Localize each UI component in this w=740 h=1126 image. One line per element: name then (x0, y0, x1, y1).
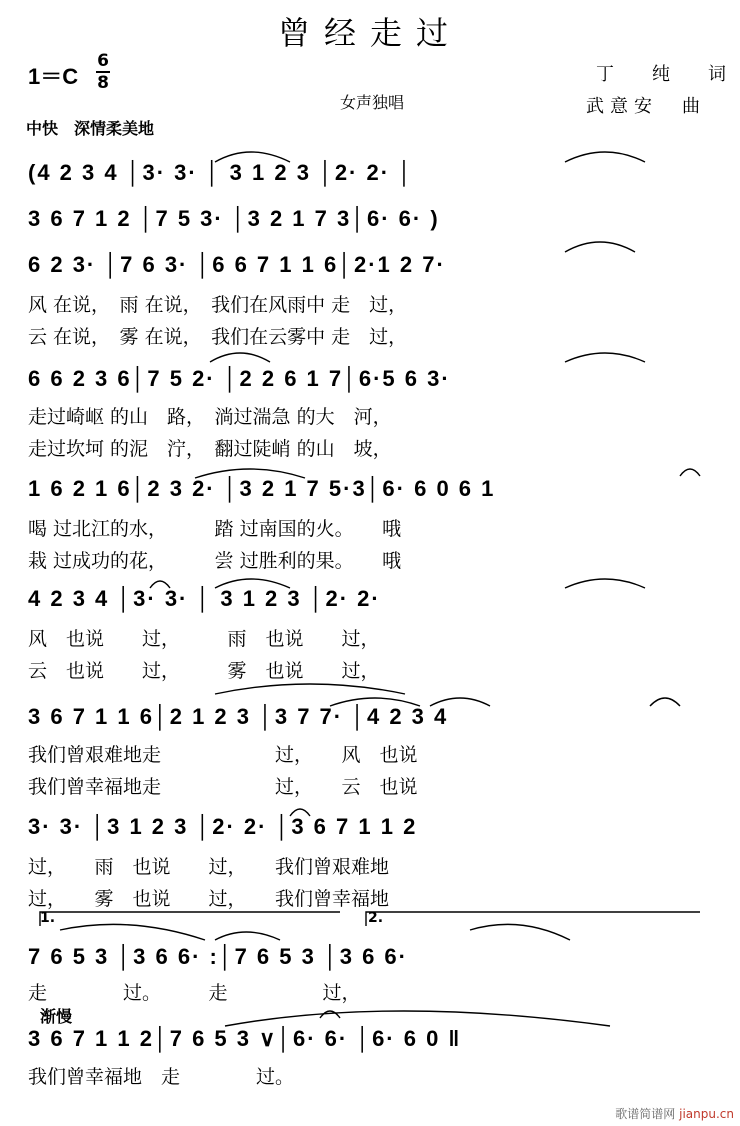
meter-bottom: 8 (97, 73, 109, 93)
lyric-line: 栽 过成功的花， 尝 过胜利的果。 哦 (28, 550, 402, 572)
meter-top: 6 (97, 51, 109, 71)
slur (430, 698, 490, 706)
lyric-line: 云 也说 过， 雾 也说 过， (28, 660, 380, 682)
slur (650, 698, 680, 706)
tempo-marking: 中快 深情柔美地 (26, 119, 155, 138)
lyric-line: 过， 雾 也说 过， 我们曾幸福地 (28, 888, 390, 910)
notation-line: 6 6 2 3 6│7 5 2· │2 2 6 1 7│6·5 6 3· (28, 366, 451, 391)
lyric-line: 走过崎岖 的山 路， 淌过湍急 的大 河， (28, 406, 392, 428)
slur (470, 924, 570, 940)
notation-line: 1 6 2 1 6│2 3 2· │3 2 1 7 5·3│6· 6 0 6 1 (28, 476, 496, 501)
notation-line: 4 2 3 4 │3· 3· │ 3 1 2 3 │2· 2· (28, 586, 381, 611)
lyric-line: 我们曾艰难地走 过， 风 也说 (28, 744, 418, 766)
notation-line: 7 6 5 3 │3 6 6· :│7 6 5 3 │3 6 6· (28, 944, 408, 969)
volta-1-label: 1. (40, 910, 56, 926)
slur (215, 579, 290, 588)
lyric-line: 喝 过北江的水， 踏 过南国的火。 哦 (28, 518, 402, 540)
lyric-line: 风 也说 过， 雨 也说 过， (28, 628, 380, 650)
notation-line: 6 2 3· │7 6 3· │6 6 7 1 1 6│2·1 2 7· (28, 252, 446, 277)
lyric-line: 风 在说， 雨 在说， 我们在风雨中 走 过， (28, 294, 408, 316)
slur (150, 581, 170, 588)
slur (565, 242, 635, 252)
page-title: 曾经走过 (277, 14, 462, 52)
lyric-line: 我们曾幸福地 走 过。 (28, 1066, 295, 1088)
watermark-url: jianpu.cn (679, 1107, 734, 1121)
slur (565, 579, 645, 588)
key-signature: 1＝C (28, 64, 79, 89)
notation-line: 3 6 7 1 1 2│7 6 5 3 ∨│6· 6· │6· 6 0 ‖ (28, 1026, 462, 1051)
lyric-line: 走过坎坷 的泥 泞， 翻过陡峭 的山 坡， (28, 438, 392, 460)
volta-bracket (366, 912, 700, 926)
slur (680, 469, 700, 476)
volta-bracket (40, 912, 340, 926)
lyricist-credit: 丁 纯 词 (596, 64, 736, 85)
slur (210, 353, 270, 362)
watermark (615, 1105, 734, 1122)
slur (195, 469, 305, 478)
tempo-change-mark: 渐慢 (40, 1007, 73, 1026)
slur (215, 684, 405, 694)
notation-line: 3 6 7 1 1 6│2 1 2 3 │3 7 7· │4 2 3 4 (28, 704, 449, 729)
composer-credit: 武意安 曲 (586, 96, 706, 117)
slur (215, 152, 290, 162)
performance-type: 女声独唱 (340, 93, 405, 112)
slur (290, 809, 310, 816)
notation-line: (4 2 3 4 │3· 3· │ 3 1 2 3 │2· 2· │ (28, 160, 414, 185)
lyric-line: 走 过。 走 过， (28, 982, 361, 1004)
slur (60, 924, 205, 940)
notation-line: 3 6 7 1 2 │7 5 3· │3 2 1 7 3│6· 6· ) (28, 206, 440, 231)
slur (330, 698, 420, 706)
lyric-line: 过， 雨 也说 过， 我们曾艰难地 (28, 856, 390, 878)
slur (225, 1011, 610, 1026)
notation-line: 3· 3· │3 1 2 3 │2· 2· │3 6 7 1 1 2 (28, 814, 418, 839)
lyric-line: 云 在说， 雾 在说， 我们在云雾中 走 过， (28, 326, 408, 348)
slur (215, 932, 280, 940)
watermark-text: 歌谱简谱网 (615, 1107, 676, 1121)
volta-2-label: 2. (368, 910, 384, 926)
slur (565, 152, 645, 162)
slur (565, 353, 645, 362)
lyric-line: 我们曾幸福地走 过， 云 也说 (28, 776, 418, 798)
